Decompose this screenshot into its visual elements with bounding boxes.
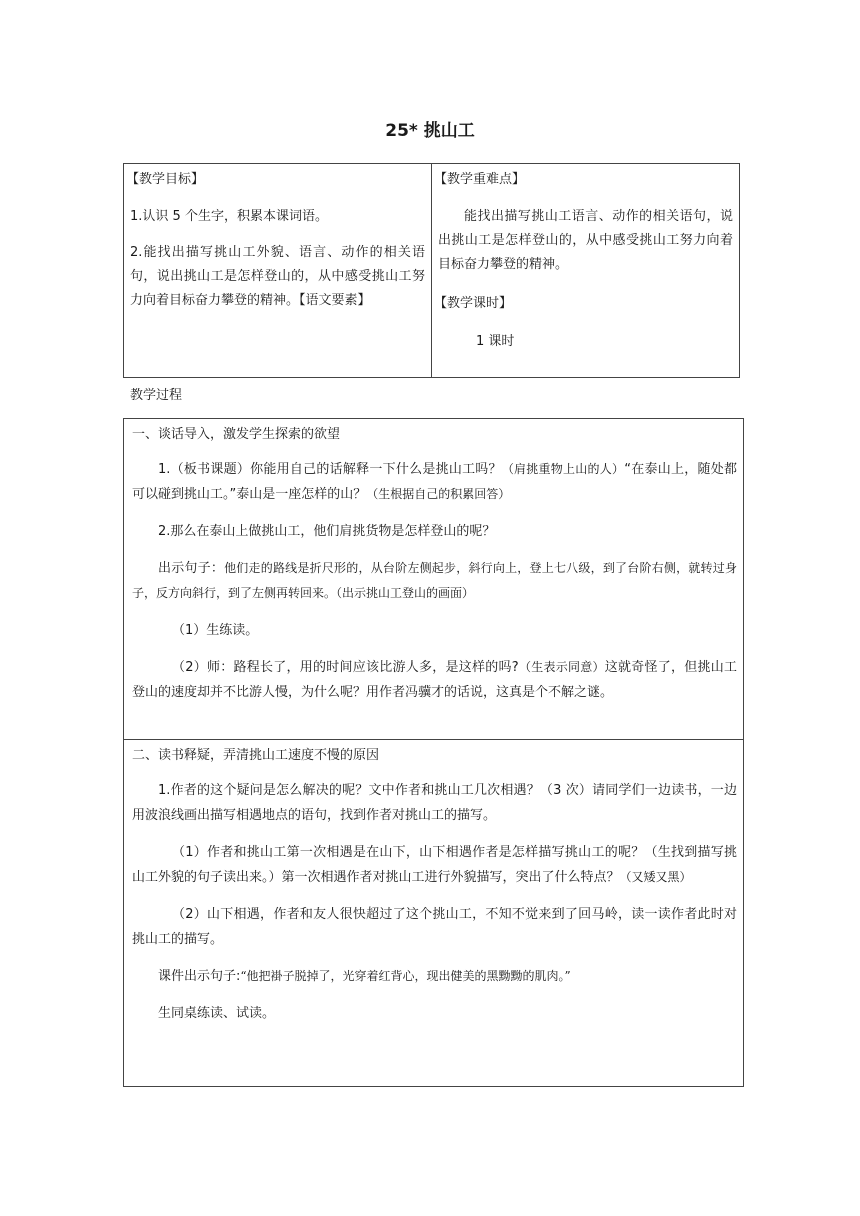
section-2-heading: 二、读书释疑，弄清挑山工速度不慢的原因	[132, 748, 380, 763]
objectives-label: 【教学目标】	[126, 172, 205, 187]
section-1-para-2: 2.那么在泰山上做挑山工，他们肩挑货物是怎样登山的呢？	[158, 524, 496, 539]
section-2-para-4: 课件出示句子:“他把褂子脱掉了，光穿着红背心，现出健美的黑黝黝的肌肉。”	[158, 969, 571, 984]
objectives-table	[123, 163, 740, 378]
objective-item-1: 1.认识 5 个生字，积累本课词语。	[130, 209, 328, 224]
section-1-para-4: （1）生练读。	[172, 623, 259, 638]
process-label: 教学过程	[130, 388, 183, 403]
key-points-cell	[432, 164, 740, 378]
key-points-text: 能找出描写挑山工语言、动作的相关语句，说出挑山工是怎样登山的，从中感受挑山工努力向着目标奋力攀登的精神。	[438, 209, 733, 272]
class-hours-text: 1 课时	[476, 334, 515, 349]
page-title: 25* 挑山工	[385, 121, 475, 141]
process-table	[123, 418, 744, 1087]
section-2-para-2: （1）作者和挑山工第一次相遇是在山下，山下相遇作者是怎样描写挑山工的呢？（生找到描写挑山工外貌的句子读出来。）第一次相遇作者对挑山工进行外貌描写，突出了什么特点？（又矮又黑）	[132, 845, 737, 885]
section-1-para-1: 1.（板书课题）你能用自己的话解释一下什么是挑山工吗？（肩挑重物上山的人）“在泰山上，随处都可以碰到挑山工。”泰山是一座怎样的山？（生根据自己的积累回答）	[132, 462, 737, 502]
objectives-cell	[124, 164, 432, 378]
section-2-para-3: （2）山下相遇，作者和友人很快超过了这个挑山工，不知不觉来到了回马岭，读一读作者此时对挑山工的描写。	[132, 907, 737, 947]
section-1-para-3: 出示句子：他们走的路线是折尺形的，从台阶左侧起步，斜行向上，登上七八级，到了台阶右侧，就转过身子，反方向斜行，到了左侧再转回来。（出示挑山工登山的画面）	[132, 561, 737, 600]
section-1-heading: 一、谈话导入，激发学生探索的欲望	[132, 427, 341, 442]
section-1-cell	[124, 419, 744, 740]
key-points-label: 【教学重难点】	[434, 172, 526, 187]
objective-item-2: 2.能找出描写挑山工外貌、语言、动作的相关语句，说出挑山工是怎样登山的，从中感受挑山工努力向着目标奋力攀登的精神。【语文要素】	[130, 245, 425, 308]
section-1-para-5: （2）师：路程长了，用的时间应该比游人多，是这样的吗?（生表示同意）这就奇怪了，但挑山工登山的速度却并不比游人慢，为什么呢？用作者冯骥才的话说，这真是个不解之谜。	[132, 660, 737, 700]
class-hours-label: 【教学课时】	[434, 296, 513, 311]
section-2-para-1: 1.作者的这个疑问是怎么解决的呢？文中作者和挑山工几次相遇？（3 次）请同学们一边读书，一边用波浪线画出描写相遇地点的语句，找到作者对挑山工的描写。	[132, 783, 737, 823]
section-2-para-5: 生同桌练读、试读。	[158, 1006, 276, 1021]
section-2-cell	[124, 740, 744, 1087]
